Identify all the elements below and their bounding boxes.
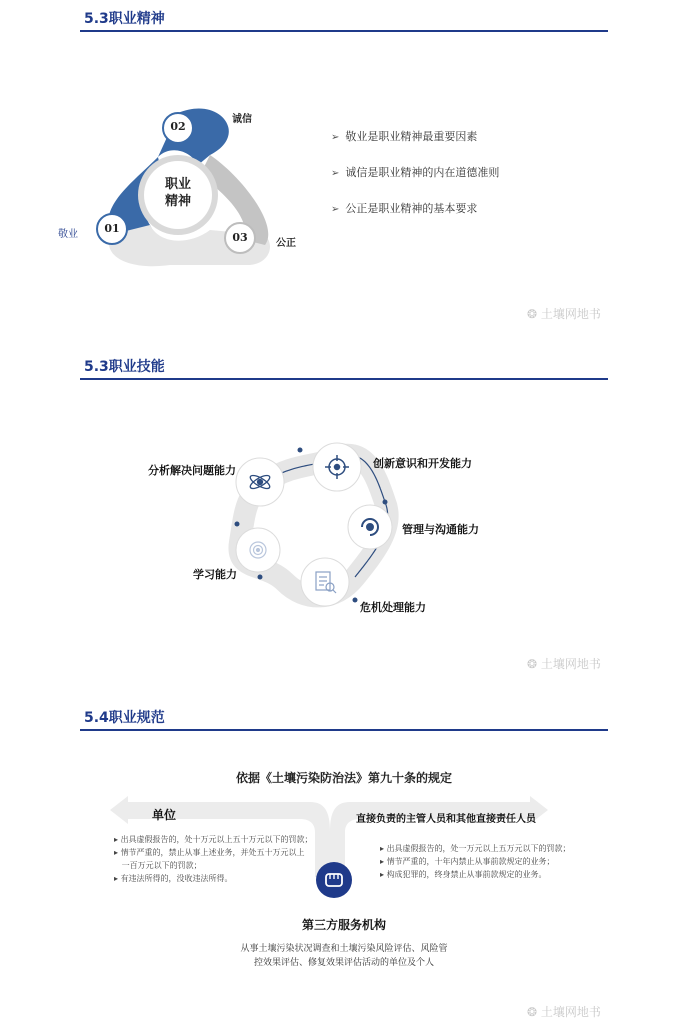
skill-label-management: 管理与沟通能力 (402, 523, 479, 536)
list-item: 一百万元以下的罚款； (121, 861, 202, 870)
list-item: ▸ 情节严重的，十年内禁止从事前款规定的业务； (380, 857, 555, 866)
watermark: ❂ 土壤网地书 (527, 1005, 601, 1019)
norms-heading: 依据《土壤污染防治法》第九十条的规定 (235, 771, 452, 785)
node-02-num: 02 (170, 120, 186, 133)
skill-label-crisis: 危机处理能力 (360, 601, 426, 614)
spirit-bullet: ➢ 敬业是职业精神最重要因素 (331, 130, 478, 143)
norms-right-title: 直接负责的主管人员和其他直接责任人员 (356, 814, 536, 825)
label-dedication: 敬业 (58, 229, 78, 240)
spirit-bullet: ➢ 公正是职业精神的基本要求 (331, 202, 478, 215)
norms-right-list (380, 842, 571, 881)
skill-label-analysis: 分析解决问题能力 (148, 464, 236, 477)
skill-label-innovation: 创新意识和开发能力 (373, 457, 472, 470)
watermark: ❂ 土壤网地书 (527, 657, 601, 671)
arrow-icon: ➢ (331, 132, 340, 143)
norms-left-title: 单位 (152, 808, 177, 822)
norms-bottom-desc: 从事土壤污染状况调查和土壤污染风险评估、风险管 控效果评估、修复效果评估活动的单位及个人 (240, 944, 448, 968)
fist-icon (316, 862, 352, 898)
list-item: ▸ 有违法所得的，没收违法所得。 (114, 874, 233, 883)
section-title-skills: 5.3职业技能 (84, 359, 165, 375)
skill-label-learning: 学习能力 (193, 568, 237, 581)
spirit-bullet: ➢ 诚信是职业精神的内在道德准则 (331, 166, 500, 179)
arrow-icon: ➢ (331, 168, 340, 179)
list-item: ▸ 构成犯罪的，终身禁止从事前款规定的业务。 (380, 870, 547, 879)
list-item: ▸ 出具虚假报告的，处十万元以上五十万元以下的罚款； (114, 835, 313, 844)
label-fairness: 公正 (276, 238, 296, 249)
section-rule (80, 729, 608, 731)
arrow-icon: ➢ (331, 204, 340, 215)
list-item: ▸ 出具虚假报告的，处一万元以上五万元以下的罚款； (380, 844, 571, 853)
wechat-icon: ❂ (527, 657, 538, 671)
norms-left-list (114, 833, 313, 885)
spirit-center-label: 职业 精神 (164, 177, 191, 209)
node-03-num: 03 (232, 231, 248, 244)
watermark: ❂ 土壤网地书 (527, 307, 601, 321)
section-rule (80, 378, 608, 380)
section-rule (80, 30, 608, 32)
node-01-num: 01 (104, 222, 120, 235)
norms-bottom-title: 第三方服务机构 (301, 918, 386, 932)
wechat-icon: ❂ (527, 1005, 538, 1019)
skill-node-crisis (301, 558, 349, 606)
label-integrity: 诚信 (232, 114, 252, 125)
list-item: ▸ 情节严重的，禁止从事上述业务，并处五十万元以上 (114, 848, 305, 857)
section-title-norms: 5.4职业规范 (84, 710, 165, 726)
section-title-spirit: 5.3职业精神 (84, 11, 165, 27)
wechat-icon: ❂ (527, 307, 538, 321)
